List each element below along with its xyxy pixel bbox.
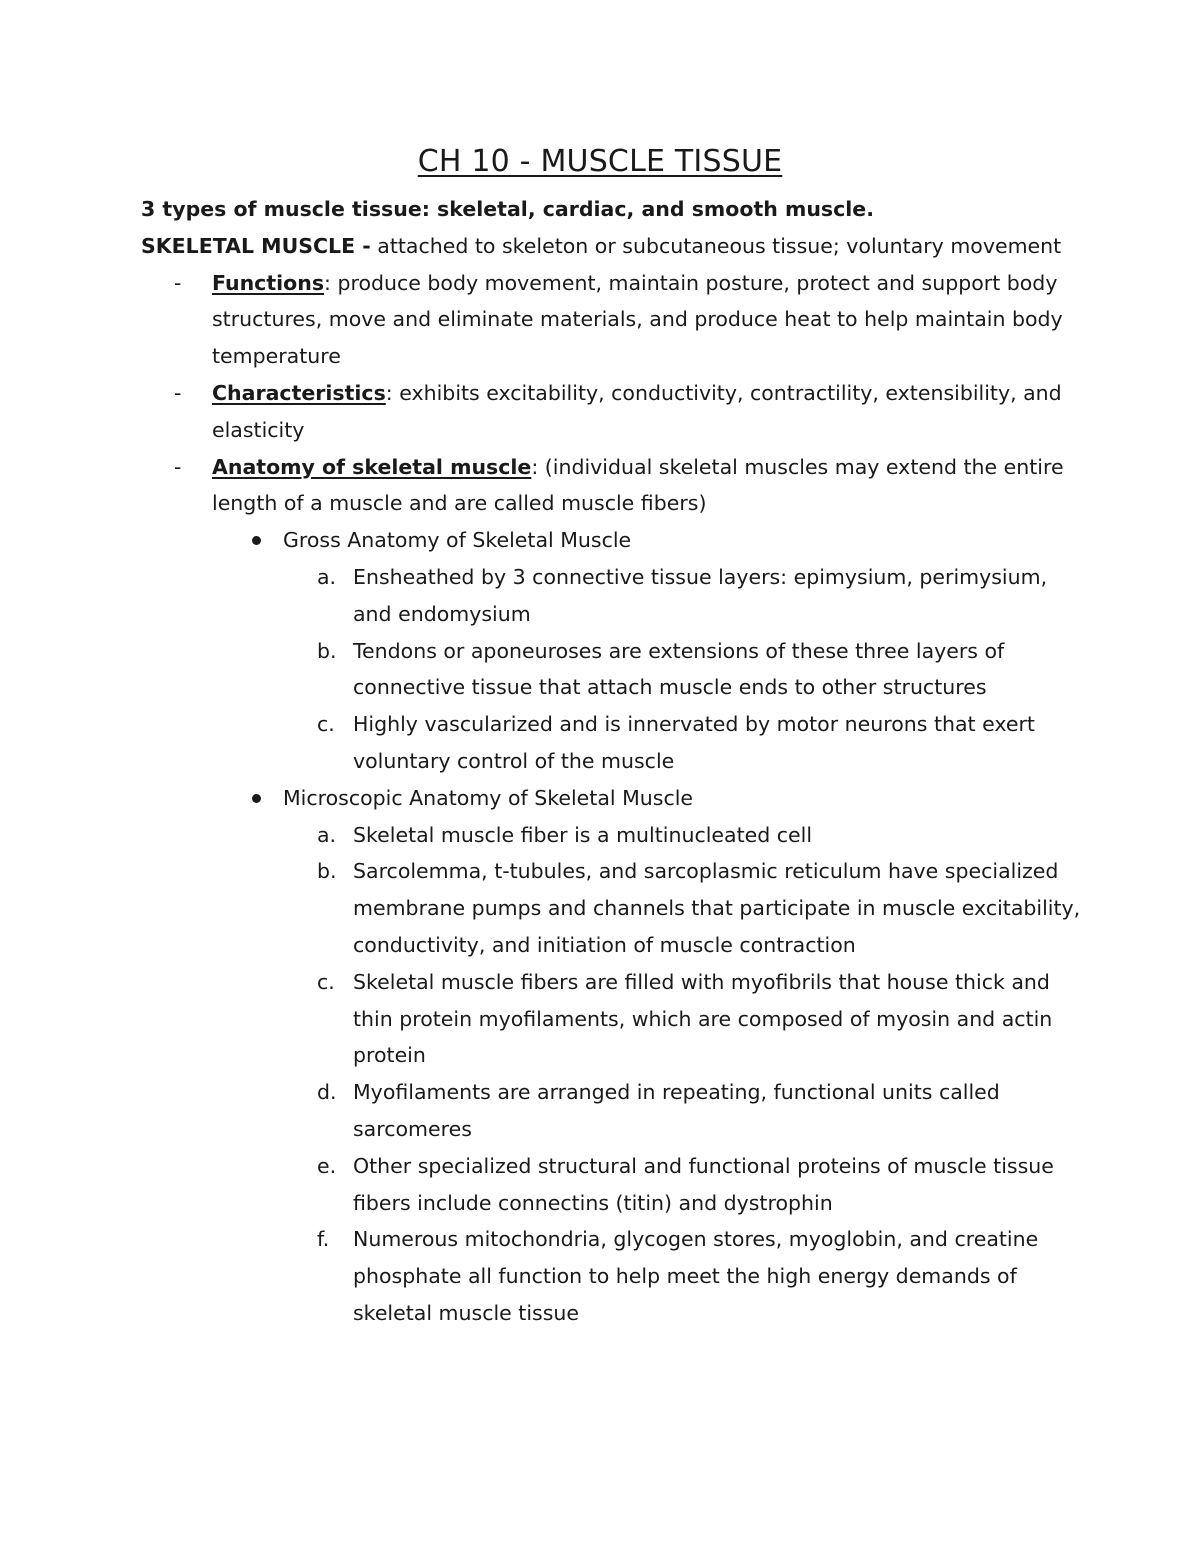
bullet-item-microscopic-anatomy: [141, 780, 1081, 817]
anatomy-label: Anatomy of skeletal muscle: [212, 454, 532, 479]
list-item-text: Numerous mitochondria, glycogen stores, myoglobin, and creatine phosphate all function to help meet the high energy demands of skeletal muscle tissue: [353, 1227, 1039, 1325]
dash-item-anatomy: [141, 449, 1081, 523]
functions-separator: :: [324, 270, 331, 295]
list-item-text: Myofilaments are arranged in repeating, functional units called sarcomeres: [353, 1080, 1000, 1141]
dash-marker: -: [174, 380, 182, 405]
list-marker: d.: [317, 1080, 337, 1105]
list-item: [141, 853, 1081, 963]
list-item: [141, 559, 1081, 633]
list-item-text: Skeletal muscle fiber is a multinucleated cell: [353, 822, 813, 847]
dash-marker: -: [174, 270, 182, 295]
page-title: CH 10 - MUSCLE TISSUE: [417, 144, 783, 179]
list-marker: c.: [317, 969, 335, 994]
skeletal-muscle-paragraph: [141, 228, 1081, 265]
list-item: [141, 1148, 1081, 1222]
skeletal-muscle-heading: SKELETAL MUSCLE -: [141, 233, 371, 258]
list-marker: b.: [317, 638, 337, 663]
list-item: [141, 1074, 1081, 1148]
dash-item-characteristics: [141, 375, 1081, 449]
list-item-text: Highly vascularized and is innervated by motor neurons that exert voluntary control of the muscle: [353, 712, 1035, 773]
characteristics-label: Characteristics: [212, 380, 386, 405]
document-body: [141, 191, 1081, 1332]
bullet-item-gross-anatomy: [141, 522, 1081, 559]
dash-item-functions: [141, 265, 1081, 375]
characteristics-text: exhibits excitability, conductivity, contractility, extensibility, and elasticity: [212, 380, 1062, 442]
list-item: [141, 817, 1081, 854]
list-item-text: Sarcolemma, t-tubules, and sarcoplasmic reticulum have specialized membrane pumps and channels that participate in muscle excitability, conductivity, and initiation of muscle contraction: [353, 859, 1081, 957]
list-marker: b.: [317, 859, 337, 884]
gross-anatomy-heading: Gross Anatomy of Skeletal Muscle: [283, 528, 632, 553]
bullet-dot-icon: [252, 794, 261, 803]
skeletal-muscle-text: attached to skeleton or subcutaneous tissue; voluntary movement: [370, 233, 1062, 258]
characteristics-separator: :: [385, 380, 393, 405]
microscopic-anatomy-heading: Microscopic Anatomy of Skeletal Muscle: [283, 785, 694, 810]
functions-label: Functions: [212, 270, 325, 295]
list-item: [141, 633, 1081, 707]
intro-line: 3 types of muscle tissue: skeletal, cardiac, and smooth muscle.: [141, 197, 874, 221]
functions-text: produce body movement, maintain posture, protect and support body structures, move and eliminate materials, and produce heat to help maintain body temperature: [212, 270, 1063, 369]
anatomy-text: (individual skeletal muscles may extend the entire length of a muscle and are called muscle fibers): [212, 454, 1064, 516]
list-marker: c.: [317, 712, 335, 737]
dash-marker: -: [174, 454, 182, 479]
list-item-text: Other specialized structural and functional proteins of muscle tissue fibers include connectins (titin) and dystrophin: [353, 1153, 1054, 1215]
bullet-dot-icon: [252, 536, 261, 545]
list-item-text: Skeletal muscle fibers are filled with myofibrils that house thick and thin protein myofilaments, which are composed of myosin and actin protein: [353, 969, 1053, 1068]
list-item-text: Tendons or aponeuroses are extensions of these three layers of connective tissue that attach muscle ends to other structures: [353, 638, 1005, 700]
list-item: [141, 706, 1081, 780]
anatomy-separator: :: [531, 454, 539, 479]
list-item: [141, 1221, 1081, 1331]
list-item-text: Ensheathed by 3 connective tissue layers: epimysium, perimysium, and endomysium: [353, 564, 1048, 626]
list-item: [141, 964, 1081, 1074]
list-marker: e.: [317, 1153, 337, 1178]
list-marker: f.: [317, 1227, 330, 1252]
list-marker: a.: [317, 822, 337, 847]
list-marker: a.: [317, 564, 337, 589]
